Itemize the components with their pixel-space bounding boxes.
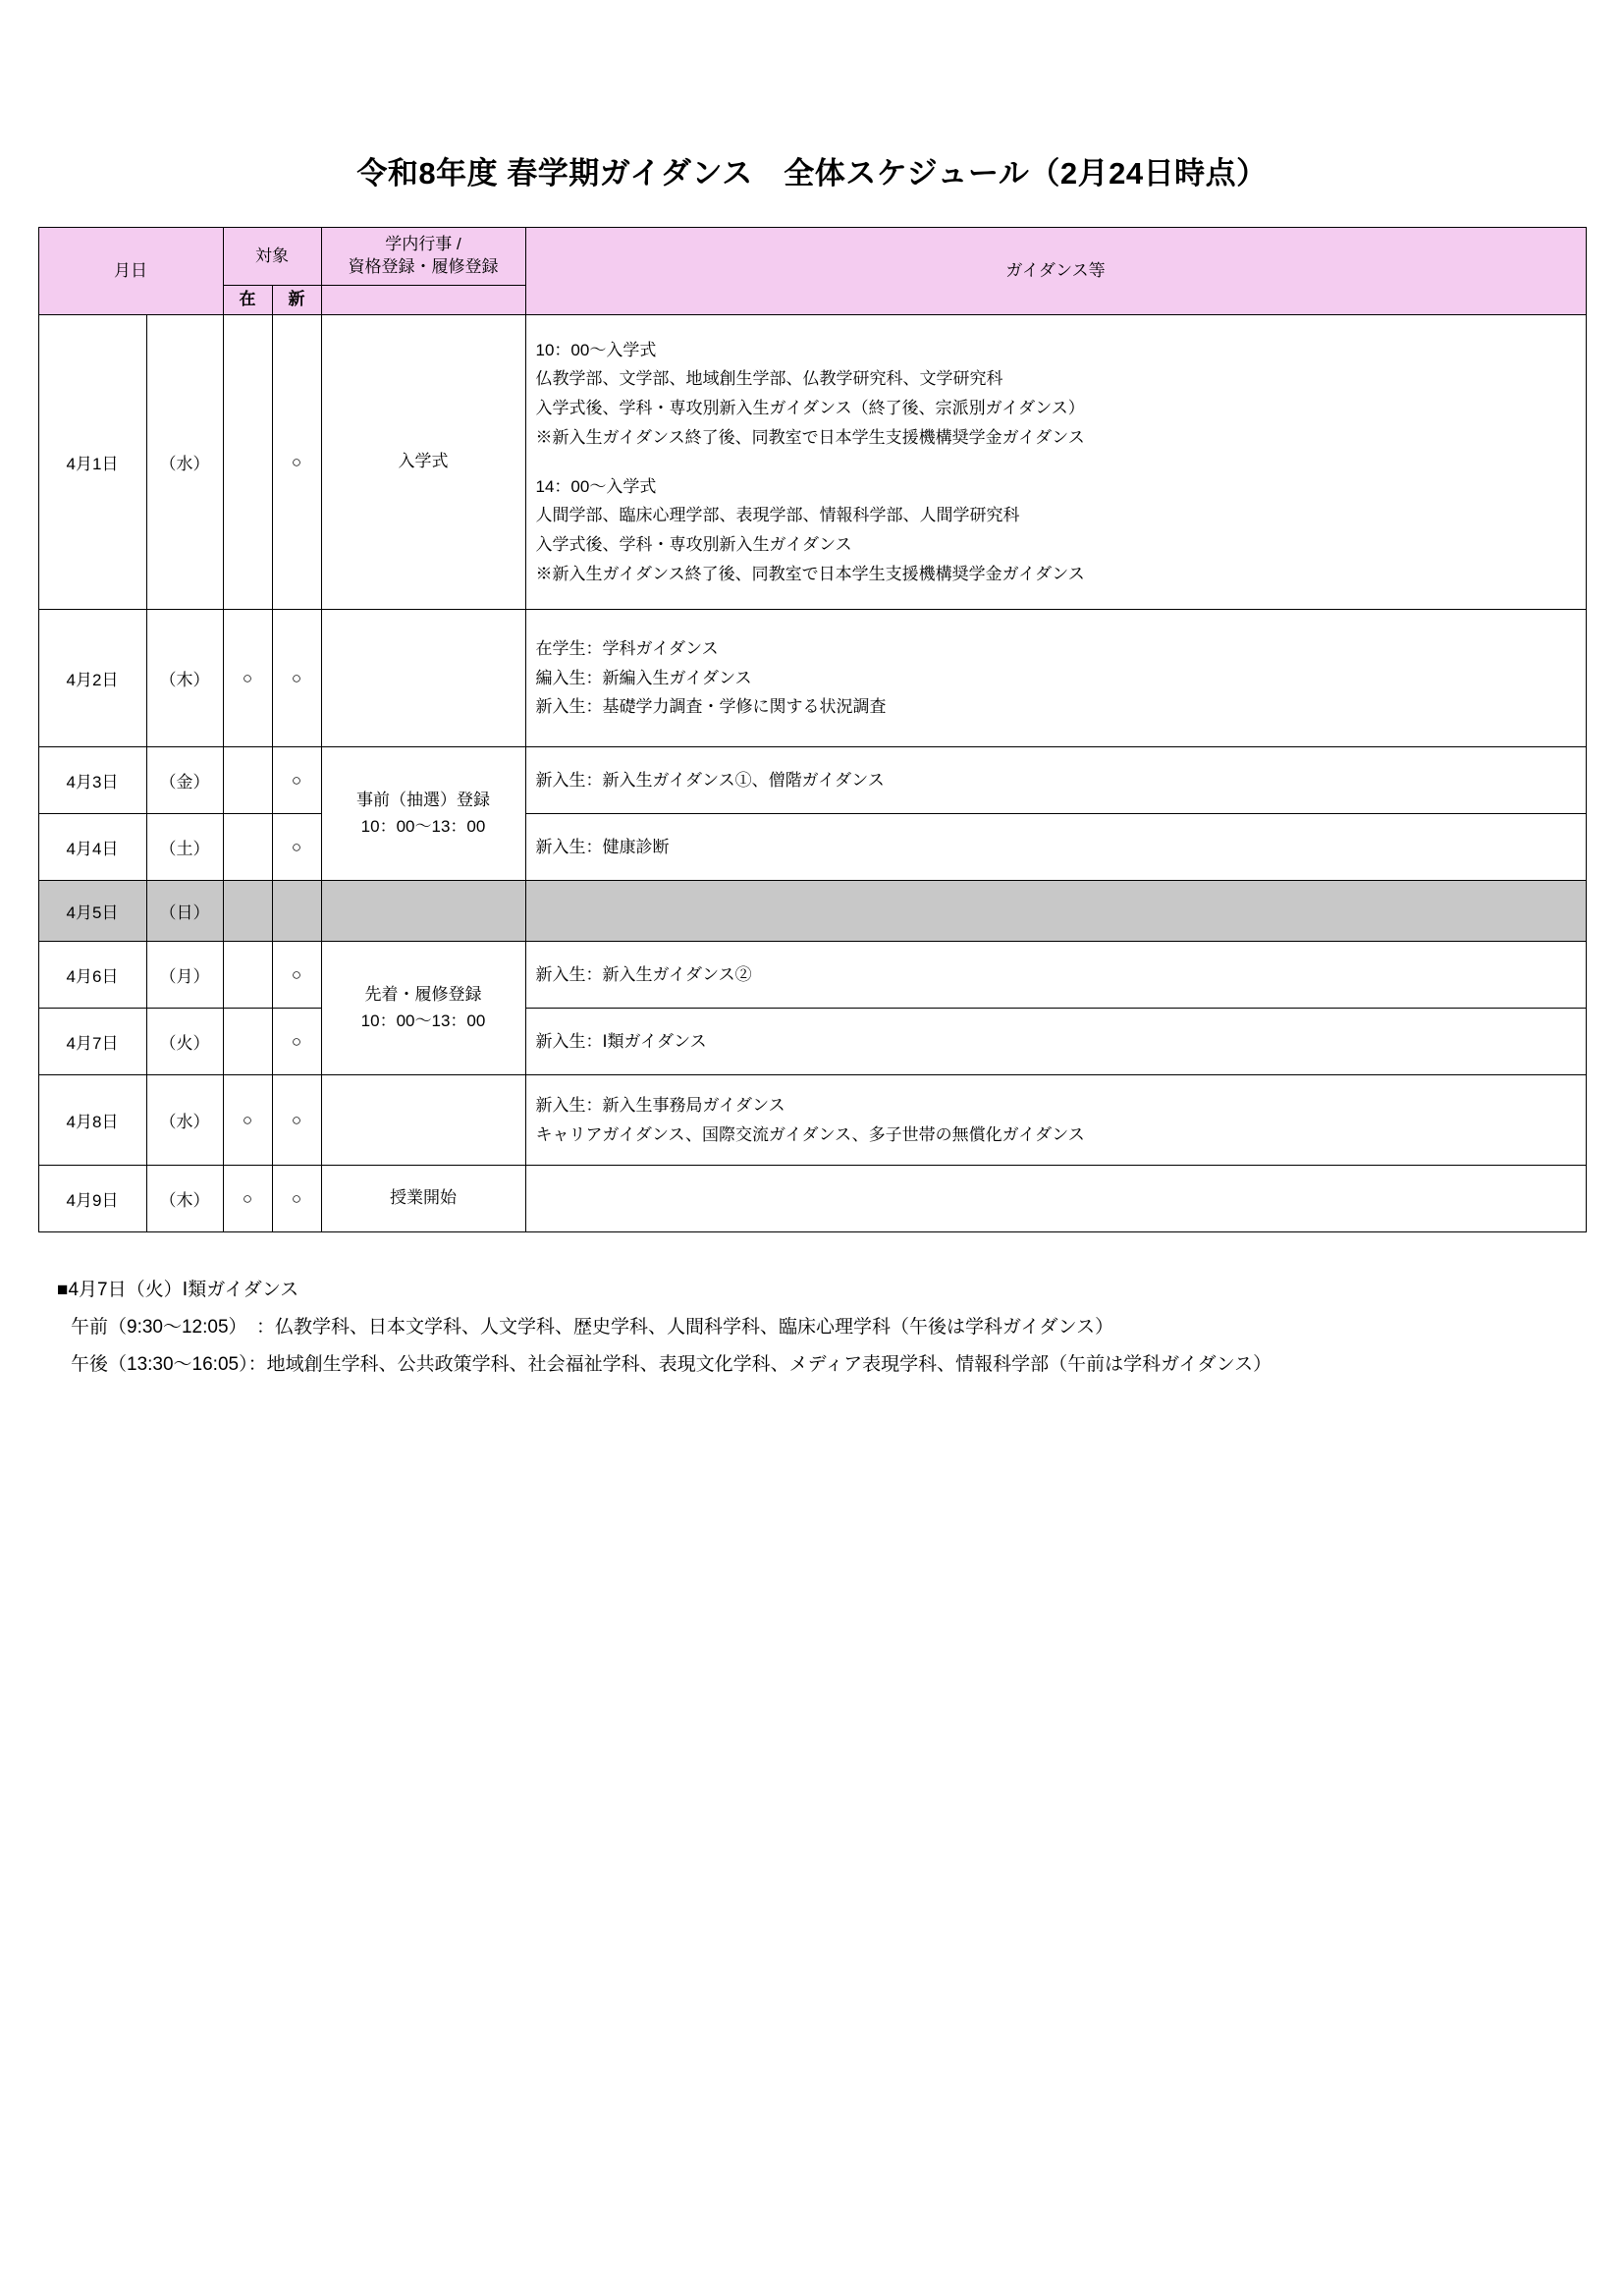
row-target-new: ○ [272, 1009, 321, 1075]
row-guidance [525, 610, 1586, 747]
row-date: 4月9日 [38, 1166, 146, 1232]
row-guidance [525, 1075, 1586, 1166]
row-date: 4月3日 [38, 747, 146, 814]
row-target-new: ○ [272, 942, 321, 1009]
header-event-line2: 資格登録・履修登録 [348, 257, 499, 277]
table-row [38, 814, 1586, 881]
row-event [321, 610, 525, 747]
table-row [38, 610, 1586, 747]
row-dayofweek: （金） [146, 747, 223, 814]
row-target-new: ○ [272, 610, 321, 747]
row-target-current [223, 942, 272, 1009]
guidance-line: 新入生：新入生事務局ガイダンス [535, 1095, 785, 1115]
row-dayofweek: （土） [146, 814, 223, 881]
guidance-line: 入学式後、学科・専攻別新入生ガイダンス（終了後、宗派別ガイダンス） [535, 399, 1085, 417]
row-event-pre-registration [321, 747, 525, 881]
row-guidance [525, 747, 1586, 814]
guidance-spacer [536, 453, 1576, 472]
row-guidance [525, 1009, 1586, 1075]
first-come-time: 10：00〜13：00 [360, 1011, 486, 1030]
row-target-current [223, 747, 272, 814]
header-target-current: 在 [223, 286, 272, 315]
row-guidance [525, 881, 1586, 942]
row-target-new: ○ [272, 1166, 321, 1232]
row-dayofweek: （日） [146, 881, 223, 942]
row-target-new: ○ [272, 315, 321, 610]
guidance-line: 新入生：基礎学力調査・学修に関する状況調査 [535, 697, 887, 717]
row-target-new [272, 881, 321, 942]
row-dayofweek: （月） [146, 942, 223, 1009]
footnote-heading: ■4月7日（火）Ⅰ類ガイダンス [57, 1280, 299, 1300]
guidance-line: 編入生：新編入生ガイダンス [535, 668, 752, 687]
table-row [38, 1075, 1586, 1166]
guidance-line: 14：00〜入学式 [535, 476, 657, 496]
header-event-sub-spacer [321, 286, 525, 315]
guidance-line: 仏教学部、文学部、地域創生学部、仏教学研究科、文学研究科 [535, 369, 1003, 389]
footnote-line-morning: 午前（9:30〜12:05） ：仏教学科、日本文学科、人文学科、歴史学科、人間科学科、臨床心理学科（午後は学科ガイダンス） [71, 1317, 1114, 1338]
table-row-sunday [38, 881, 1586, 942]
guidance-line: 10：00〜入学式 [535, 340, 657, 359]
row-target-current [223, 315, 272, 610]
row-dayofweek: （木） [146, 610, 223, 747]
schedule-table [38, 227, 1587, 1232]
row-dayofweek: （木） [146, 1166, 223, 1232]
row-event: 入学式 [321, 315, 525, 610]
row-target-current [223, 814, 272, 881]
pre-registration-time: 10：00〜13：00 [360, 816, 486, 836]
guidance-line: 新入生：健康診断 [535, 837, 670, 856]
row-dayofweek: （水） [146, 1075, 223, 1166]
row-target-current [223, 1009, 272, 1075]
row-dayofweek: （火） [146, 1009, 223, 1075]
row-target-new: ○ [272, 814, 321, 881]
row-event-first-come-registration [321, 942, 525, 1075]
header-target-new: 新 [272, 286, 321, 315]
row-date: 4月1日 [38, 315, 146, 610]
row-guidance [525, 1166, 1586, 1232]
guidance-line: キャリアガイダンス、国際交流ガイダンス、多子世帯の無償化ガイダンス [535, 1124, 1085, 1144]
pre-registration-label: 事前（抽選）登録 [356, 791, 490, 810]
row-target-new: ○ [272, 747, 321, 814]
header-target: 対象 [223, 228, 321, 286]
guidance-line: ※新入生ガイダンス終了後、同教室で日本学生支援機構奨学金ガイダンス [535, 427, 1085, 447]
guidance-line: ※新入生ガイダンス終了後、同教室で日本学生支援機構奨学金ガイダンス [535, 564, 1085, 583]
table-row [38, 1009, 1586, 1075]
row-event: 授業開始 [321, 1166, 525, 1232]
row-date: 4月4日 [38, 814, 146, 881]
row-guidance [525, 315, 1586, 610]
row-target-current: ○ [223, 1166, 272, 1232]
row-target-current: ○ [223, 1075, 272, 1166]
row-date: 4月8日 [38, 1075, 146, 1166]
header-event [321, 228, 525, 286]
first-come-label: 先着・履修登録 [364, 985, 482, 1005]
row-target-current: ○ [223, 610, 272, 747]
row-date: 4月5日 [38, 881, 146, 942]
header-event-line1: 学内行事 / [385, 235, 461, 254]
header-guidance: ガイダンス等 [525, 228, 1586, 315]
guidance-line: 新入生：新入生ガイダンス② [535, 964, 752, 984]
guidance-line: 新入生：Ⅰ類ガイダンス [535, 1031, 707, 1051]
table-header-row-1 [38, 228, 1586, 286]
table-row [38, 1166, 1586, 1232]
guidance-line: 入学式後、学科・専攻別新入生ガイダンス [535, 535, 852, 554]
row-event [321, 1075, 525, 1166]
row-target-current [223, 881, 272, 942]
table-row [38, 747, 1586, 814]
page-title: 令和8年度 春学期ガイダンス 全体スケジュール（2月24日時点） [356, 156, 1268, 191]
row-target-new: ○ [272, 1075, 321, 1166]
row-dayofweek: （水） [146, 315, 223, 610]
row-guidance [525, 942, 1586, 1009]
row-date: 4月2日 [38, 610, 146, 747]
row-guidance [525, 814, 1586, 881]
footnote-line-afternoon: 午後（13:30〜16:05）：地域創生学科、公共政策学科、社会福祉学科、表現文化学科、メディア表現学科、情報科学部（午前は学科ガイダンス） [71, 1354, 1272, 1375]
guidance-line: 新入生：新入生ガイダンス①、僧階ガイダンス [535, 770, 885, 790]
table-row [38, 315, 1586, 610]
row-date: 4月7日 [38, 1009, 146, 1075]
footnotes [57, 1272, 1624, 1384]
header-date: 月日 [38, 228, 223, 315]
row-event [321, 881, 525, 942]
guidance-line: 在学生：学科ガイダンス [535, 638, 719, 658]
guidance-line: 人間学部、臨床心理学部、表現学部、情報科学部、人間学研究科 [535, 506, 1020, 525]
row-date: 4月6日 [38, 942, 146, 1009]
table-row [38, 942, 1586, 1009]
